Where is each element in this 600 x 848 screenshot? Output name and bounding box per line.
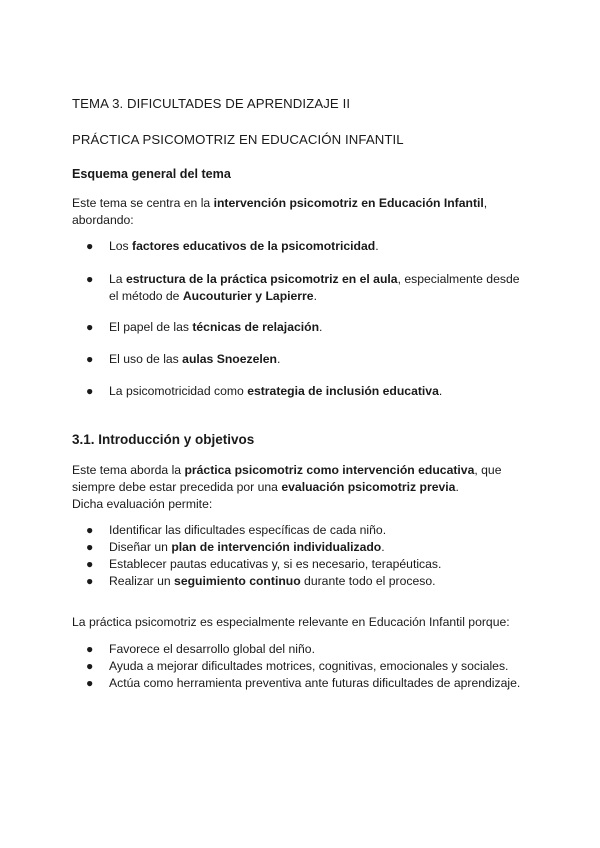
bold-text: seguimiento continuo [174,574,301,588]
esquema-heading: Esquema general del tema [72,167,231,181]
text-run: . [277,352,281,366]
text-run: Dicha evaluación permite: [72,497,213,511]
section-3-1-heading: 3.1. Introducción y objetivos [72,432,255,447]
bold-text: estrategia de inclusión educativa [247,384,439,398]
text-run: La psicomotricidad como [109,384,248,398]
text-run: . [313,289,317,303]
section-3-1-intro [72,462,540,513]
bullet-icon: ● [86,239,94,253]
list-item-text [109,658,539,675]
text-run: Establecer pautas educativas y, si es necesario, terapéuticas. [109,557,442,571]
list-item-text [109,641,539,658]
text-run: durante todo el proceso. [300,574,436,588]
text-run: Este tema aborda la [72,463,185,477]
bullet-icon: ● [86,320,94,334]
document-title: TEMA 3. DIFICULTADES DE APRENDIZAJE II [72,96,351,111]
esquema-intro [72,195,540,229]
list-item-text [109,238,539,255]
text-run: . [375,239,379,253]
text-run: , que [474,463,502,477]
bullet-icon: ● [86,676,94,690]
text-run: Favorece el desarrollo global del niño. [109,642,315,656]
text-run: . [455,480,459,494]
list-item-text [109,319,539,336]
bullet-icon: ● [86,557,94,571]
bold-text: estructura de la práctica psicomotriz en el aula [125,272,398,286]
text-run: La [109,272,126,286]
list-item-text [109,539,539,556]
bold-text: evaluación psicomotriz previa [281,480,456,494]
bold-text: intervención psicomotriz en Educación Infantil [213,196,484,210]
text-run: La práctica psicomotriz es especialmente relevante en Educación Infantil porque: [72,615,510,629]
text-run: . [438,384,443,398]
text-run: , [483,196,488,210]
text-run: . [319,320,323,334]
text-run: El papel de las [109,320,193,334]
bold-text: aulas Snoezelen [182,352,277,366]
text-run: Diseñar un [109,540,172,554]
text-run: Actúa como herramienta preventiva ante futuras dificultades de aprendizaje. [109,676,521,690]
bold-text: técnicas de relajación [192,320,320,334]
text-run: El uso de las [109,352,183,366]
bullet-icon: ● [86,642,94,656]
bullet-icon: ● [86,523,94,537]
list-item-text [109,383,539,400]
bold-text: práctica psicomotriz como intervención educativa [184,463,475,477]
list-item-text [109,271,539,305]
bullet-icon: ● [86,352,94,366]
list-item-text [109,556,539,573]
list-item-text [109,522,539,539]
text-run: abordando: [72,213,134,227]
document-subtitle: PRÁCTICA PSICOMOTRIZ EN EDUCACIÓN INFANTIL [72,132,404,147]
text-run: Ayuda a mejorar dificultades motrices, cognitivas, emocionales y sociales. [109,659,509,673]
bullet-icon: ● [86,272,94,286]
text-run: Identificar las dificultades específicas de cada niño. [109,523,387,537]
list-item-text [109,675,539,692]
text-run: . [381,540,385,554]
bold-text: Aucouturier y Lapierre [182,289,314,303]
bullet-icon: ● [86,574,94,588]
bullet-icon: ● [86,540,94,554]
bold-text: factores educativos de la psicomotricidad [132,239,376,253]
list-item-text [109,573,539,590]
bold-text: plan de intervención individualizado [171,540,382,554]
text-run: , especialmente desde [397,272,520,286]
relevance-paragraph [72,614,540,631]
list-item-text [109,351,539,368]
text-run: el método de [109,289,183,303]
text-run: Los [109,239,133,253]
text-run: siempre debe estar precedida por una [72,480,282,494]
text-run: Este tema se centra en la [72,196,214,210]
bullet-icon: ● [86,659,94,673]
text-run: Realizar un [109,574,175,588]
bullet-icon: ● [86,384,94,398]
